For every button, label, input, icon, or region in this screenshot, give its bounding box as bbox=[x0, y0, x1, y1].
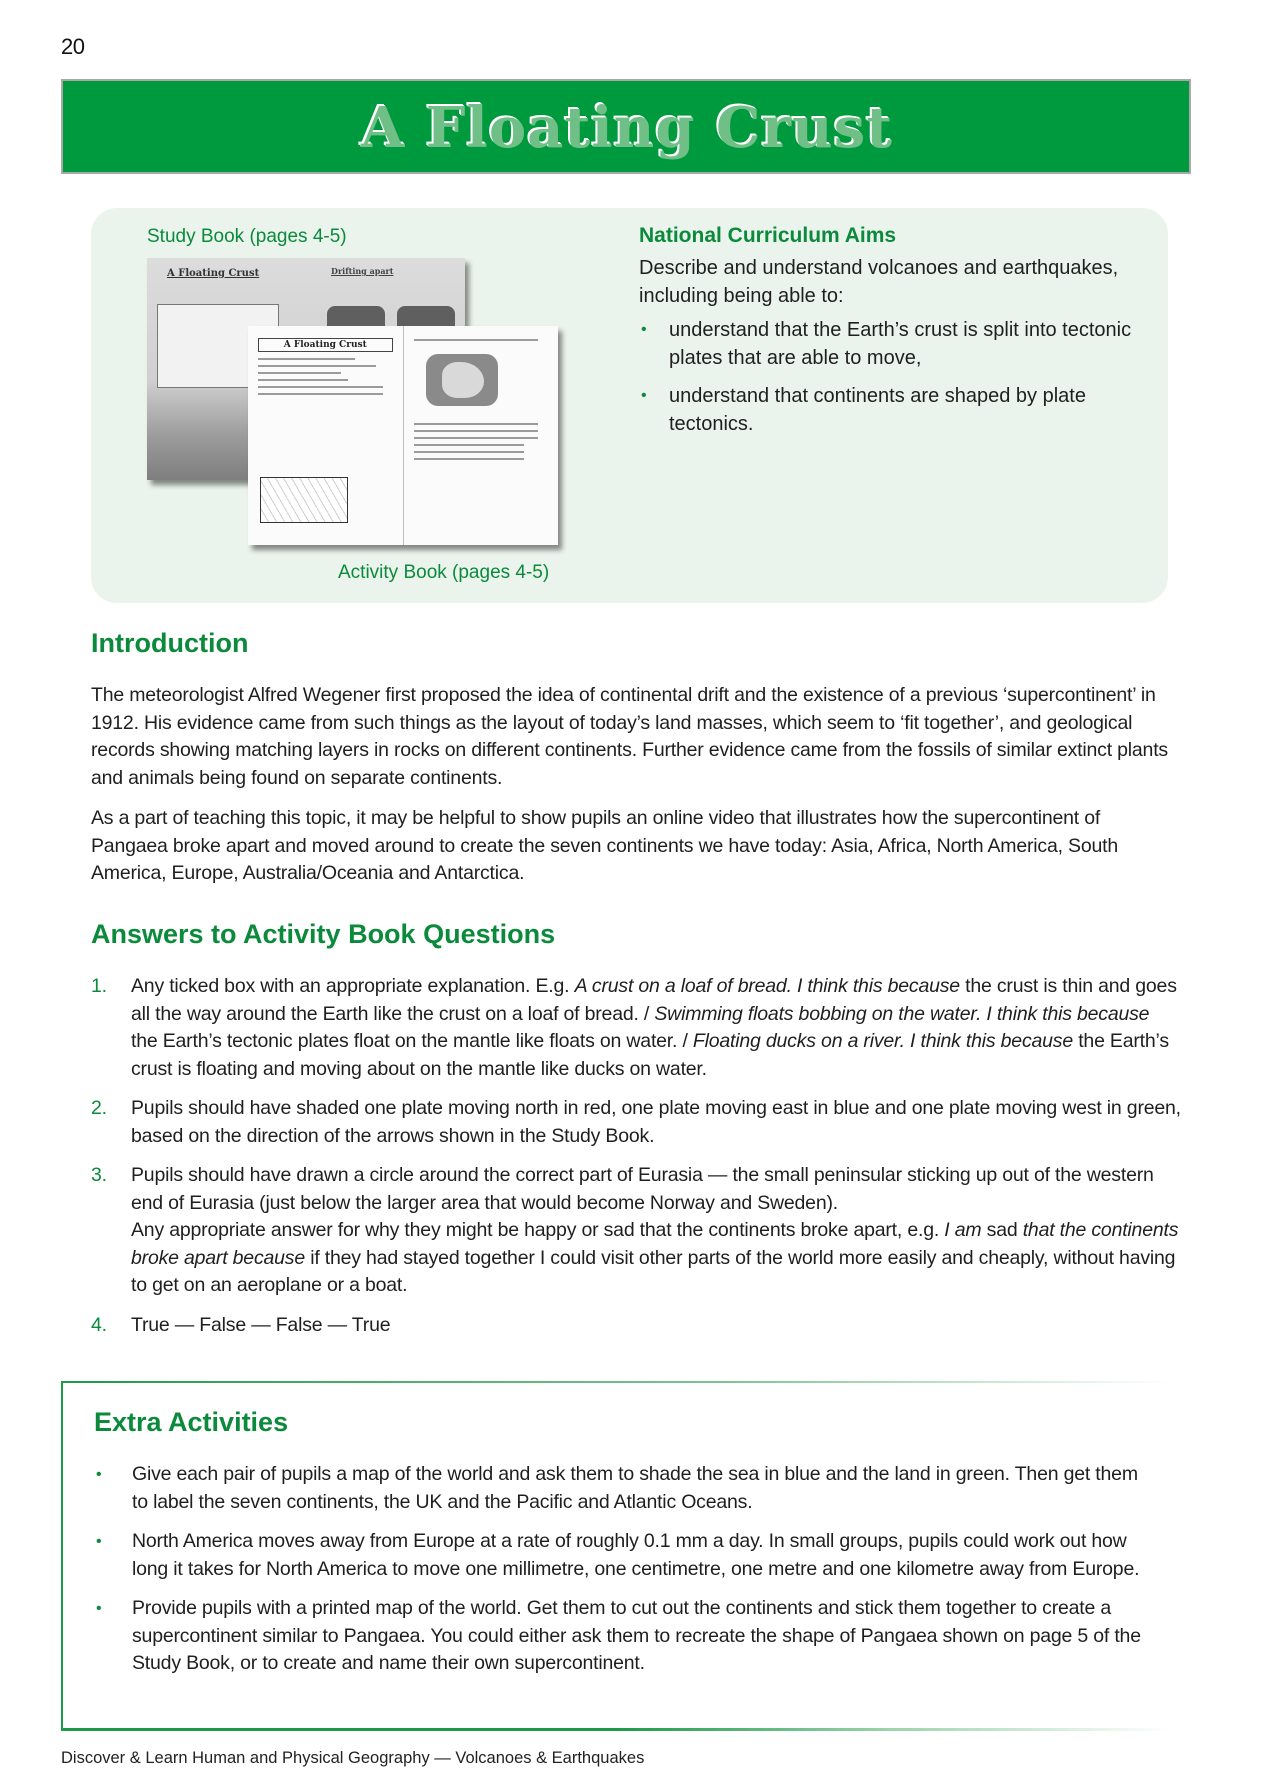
answers-list bbox=[91, 973, 1181, 1351]
study-book-thumbnail-subheading: Drifting apart bbox=[331, 266, 394, 276]
overview-panel bbox=[91, 208, 1168, 603]
answer-italic-text: Floating ducks on a river. I think this because bbox=[692, 1030, 1073, 1052]
answer-text: the crust is thin and goes all the way around the Earth like the crust on a loaf of bread. / bbox=[131, 975, 1177, 1025]
aim-item bbox=[639, 382, 1149, 438]
answer-item bbox=[91, 1095, 1181, 1150]
answer-text: Pupils should have shaded one plate moving north in red, one plate moving east in blue and one plate moving west in green, based on the direction of the arrows shown in the Study Book. bbox=[131, 1097, 1181, 1147]
study-book-thumbnail-title: A Floating Crust bbox=[167, 268, 260, 279]
extra-activity-item bbox=[94, 1595, 1154, 1678]
introduction-paragraph: The meteorologist Alfred Wegener first proposed the idea of continental drift and the existence of a previous ‘supercontinent’ in 1912. His evidence came from such things as the layout of today’s land masses, which seem to ‘fit together’, and geological records showing matching layers in rocks on different continents. Further evidence came from the fossils of similar extinct plants and animals being found on separate continents. bbox=[91, 684, 1168, 789]
answer-number: 3. bbox=[91, 1164, 107, 1186]
answer-number: 2. bbox=[91, 1097, 107, 1119]
introduction-paragraph: As a part of teaching this topic, it may be helpful to show pupils an online video that illustrates how the supercontinent of Pangaea broke apart and moved around to create the seven continents we have today: Asia, Africa, North America, South America, Europe, Australia/Oceania and Antarctica. bbox=[91, 807, 1118, 884]
page-footer: Discover & Learn Human and Physical Geography — Volcanoes & Earthquakes bbox=[61, 1749, 645, 1767]
extra-activity-text: North America moves away from Europe at a rate of roughly 0.1 mm a day. In small groups, pupils could work out how long it takes for North America to move one millimetre, one centimetre, one metre and one kilometre away from Europe. bbox=[132, 1530, 1140, 1580]
pangaea-map-illustration bbox=[426, 354, 498, 406]
activity-book-thumbnail bbox=[248, 326, 558, 545]
activity-page-title: A Floating Crust bbox=[258, 338, 393, 352]
aim-text: understand that continents are shaped by plate tectonics. bbox=[669, 385, 1086, 435]
answer-italic-text: that the continents broke apart because bbox=[131, 1219, 1179, 1269]
answer-item bbox=[91, 1162, 1181, 1300]
answer-text: the Earth’s tectonic plates float on the mantle like floats on water. / bbox=[131, 1030, 693, 1052]
bullet-icon: • bbox=[641, 321, 647, 338]
bullet-icon: • bbox=[96, 1600, 102, 1617]
answer-text: True — False — False — True bbox=[131, 1313, 391, 1336]
curriculum-aims-intro: Describe and understand volcanoes and earthquakes, including being able to: bbox=[639, 257, 1119, 307]
answer-number: 4. bbox=[91, 1313, 107, 1336]
extra-activity-text: Provide pupils with a printed map of the world. Get them to cut out the continents and stick them together to create a supercontinent similar to Pangaea. You could either ask them to recreate the shape of Pangaea shown on page 5 of the Study Book, or to create and name their own supercontinent. bbox=[132, 1597, 1141, 1674]
aim-text: understand that the Earth’s crust is split into tectonic plates that are able to move, bbox=[669, 319, 1132, 369]
extra-activity-item bbox=[94, 1528, 1154, 1583]
curriculum-aims-list bbox=[639, 316, 1149, 438]
answer-text: if they had stayed together I could visit other parts of the world more easily and cheaply, without having to get on an aeroplane or a boat. bbox=[131, 1246, 1176, 1296]
answer-text: the Earth’s crust is floating and moving about on the mantle like ducks on water. bbox=[131, 1030, 1169, 1080]
extra-activities-list bbox=[94, 1461, 1154, 1690]
study-book-label: Study Book (pages 4-5) bbox=[147, 226, 347, 247]
answers-heading: Answers to Activity Book Questions bbox=[91, 919, 556, 949]
page-title: A Floating Crust bbox=[359, 93, 893, 160]
curriculum-aims-heading: National Curriculum Aims bbox=[639, 224, 897, 247]
answer-item bbox=[91, 973, 1181, 1083]
curriculum-aims bbox=[639, 224, 1149, 448]
activity-book-label: Activity Book (pages 4-5) bbox=[338, 562, 550, 583]
extra-activity-text: Give each pair of pupils a map of the world and ask them to shade the sea in blue and the land in green. Then get them to label the seven continents, the UK and the Pacific and Atlantic Oceans. bbox=[132, 1463, 1138, 1513]
worksheet-lines bbox=[412, 339, 551, 341]
aim-item bbox=[639, 316, 1149, 372]
bullet-icon: • bbox=[96, 1466, 102, 1483]
introduction-heading: Introduction bbox=[91, 628, 249, 658]
answer-number: 1. bbox=[91, 975, 107, 997]
answer-item bbox=[91, 1312, 1181, 1340]
worksheet-lines bbox=[256, 358, 395, 395]
answer-italic-text: I am bbox=[944, 1219, 982, 1241]
extra-activities-box bbox=[61, 1381, 1171, 1731]
bullet-icon: • bbox=[96, 1533, 102, 1550]
activity-page-left bbox=[248, 326, 404, 545]
extra-activity-item bbox=[94, 1461, 1154, 1516]
answer-text: Any appropriate answer for why they might be happy or sad that the continents broke apart, e.g. bbox=[131, 1219, 945, 1241]
answer-text: Any ticked box with an appropriate explanation. E.g. bbox=[131, 975, 575, 997]
answer-italic-text: A crust on a loaf of bread. I think this because bbox=[574, 975, 960, 997]
world-map-illustration bbox=[260, 477, 348, 523]
worksheet-lines bbox=[412, 423, 551, 460]
bullet-icon: • bbox=[641, 387, 647, 404]
activity-page-right bbox=[404, 326, 559, 545]
title-banner bbox=[61, 79, 1191, 174]
answer-italic-text: Swimming floats bobbing on the water. I think this because bbox=[654, 1002, 1150, 1025]
answer-text: sad bbox=[981, 1219, 1023, 1241]
extra-activities-heading: Extra Activities bbox=[94, 1407, 289, 1437]
page-number: 20 bbox=[61, 34, 85, 59]
answer-text: Pupils should have drawn a circle around the correct part of Eurasia — the small peninsular sticking up out of the western end of Eurasia (just below the larger area that would become Norway and Sweden). bbox=[131, 1164, 1154, 1214]
